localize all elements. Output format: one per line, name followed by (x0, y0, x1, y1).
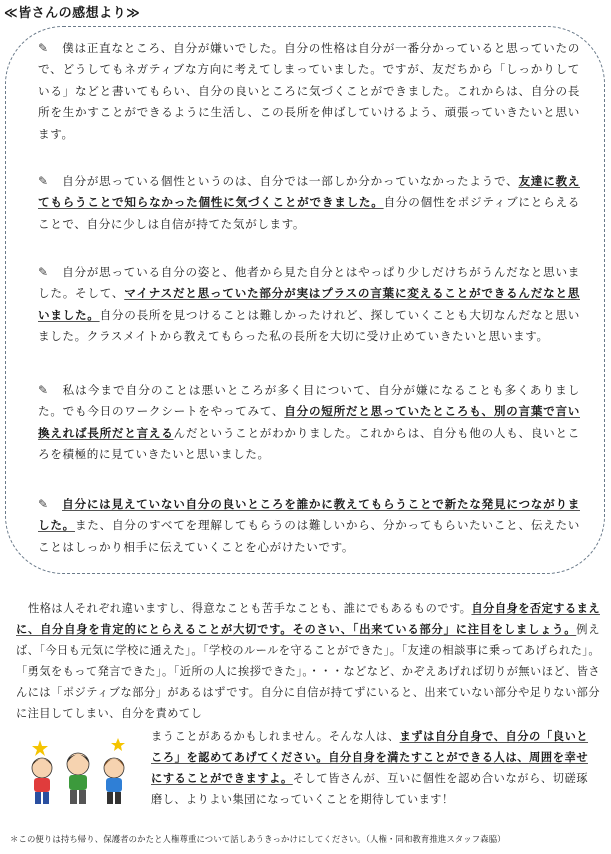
closing-message-top (16, 599, 600, 724)
footer-note: ＊この便りは持ち帰り、保護者のかたと人権尊重について話しあうきっかけにしてください。（人権・同和教育推進スタッフ森脇） (10, 834, 506, 844)
pencil-icon: ✎ (38, 497, 49, 511)
child-leg (43, 792, 49, 804)
comment-4-text-b: んだということがわかりました。これからは、自分も他の人も、良いところを積極的に見ていきたいと思いました。 (38, 425, 580, 462)
pencil-icon: ✎ (38, 383, 49, 397)
closing-text-b: 例えば、「今日も元気に学校に通えた」。「学校のルールを守ることができた」。「友達の相談事に乗ってあげられた」。「勇気をもって発言できた」。「近所の人に挨拶できた」。・・・などなど、かぞえあげれば切りが無いほど、皆さんには「ポジティブな部分」があるはずです。自分に自信が持てずにいると、出来ていない部分や足りない部分に注目してしまい、自分を責めてし (16, 622, 600, 720)
pencil-icon: ✎ (38, 41, 49, 55)
comment-2 (38, 171, 580, 235)
comment-4 (38, 380, 580, 466)
child-leg (79, 790, 86, 804)
child-leg (70, 790, 77, 804)
child-leg (115, 792, 121, 804)
comment-3 (38, 262, 580, 348)
star-icon (111, 738, 125, 751)
child-shirt (34, 778, 50, 792)
closing-text-c: まうことがあるかもしれません。そんな人は、 (151, 730, 400, 743)
closing-highlight-a: 自分自身を否定するまえに、自分自身を肯定的にとらえることが大切です。そのさい、「出来ている部分」に注目をしましょう。 (16, 602, 600, 636)
comment-5 (38, 494, 580, 558)
star-icon (32, 740, 48, 756)
comment-4-text-a: 私は今まで自分のことは悪いところが多く目について、自分が嫌になることも多くありました。でも今日のワークシートをやってみて、 (38, 383, 580, 419)
comment-2-text-b: 自分の個性をポジティブにとらえることで、自分に少しは自信が持てた気がします。 (38, 195, 580, 231)
comment-3-highlight: マイナスだと思っていた部分が実はプラスの言葉に変えることができるんだなと思いました。 (38, 286, 580, 322)
pencil-icon: ✎ (38, 265, 49, 279)
comment-5-text: また、自分のすべてを理解してもらうのは難しいから、分かってもらいたいこと、伝えたいことはしっかり相手に伝えていくことを心がけたいです。 (38, 518, 580, 554)
child-shirt (106, 778, 122, 792)
comment-1-text: 僕は正直なところ、自分が嫌いでした。自分の性格は自分が一番分かっていると思っていたので、どうしてもネガティブな方向に考えてしまっていました。ですが、友だちから「しっかりしている」などと書いてもらい、自分の良いところに気づくことができました。これからは、自分の長所を生かすことができるように生活し、この長所を伸ばしていけるよう、頑張っていきたいと思います。 (38, 41, 580, 141)
children-running-illustration (20, 734, 138, 812)
child-head (67, 753, 89, 775)
comment-3-text-a: 自分が思っている自分の姿と、他者から見た自分とはやっぱり少しだけちがうんだなと思いました。そして、 (38, 265, 580, 301)
closing-highlight-b: まずは自分自身で、自分の「良いところ」を認めてあげてください。自分自身を満たすことができる人は、周囲を幸せにすることができますよ。 (151, 730, 589, 785)
child-head (32, 758, 52, 778)
child-leg (107, 792, 113, 804)
comment-2-text-a: 自分が思っている個性というのは、自分では一部しか分かっていなかったようで、 (62, 174, 519, 188)
closing-text-d: そして皆さんが、互いに個性を認め合いながら、切磋琢磨し、よりよい集団になっていくことを期待しています！ (151, 771, 588, 806)
child-head (104, 758, 124, 778)
closing-text-a: 性格は人それぞれ違いますし、得意なことも苦手なことも、誰にでもあるものです。 (28, 602, 472, 615)
pencil-icon: ✎ (38, 174, 49, 188)
closing-message-bottom (151, 727, 588, 811)
comment-5-highlight: 自分には見えていない自分の良いところを誰かに教えてもらうことで新たな発見につながりました。 (38, 497, 580, 533)
comment-3-text-b: 自分の長所を見つけることは難しかったけれど、探していくことも大切なんだなと思いました。クラスメイトから教えてもらった私の長所を大切に受け止めていきたいと思います。 (38, 307, 580, 344)
comment-1 (38, 38, 580, 145)
comment-2-highlight: 友達に教えてもらうことで知らなかった個性に気づくことができました。 (38, 174, 580, 210)
child-leg (35, 792, 41, 804)
comment-4-highlight: 自分の短所だと思っていたところも、別の言葉で言い換えれば長所だと言える (38, 404, 580, 440)
child-shirt (69, 775, 87, 790)
section-heading: ≪皆さんの感想より≫ (4, 6, 141, 21)
